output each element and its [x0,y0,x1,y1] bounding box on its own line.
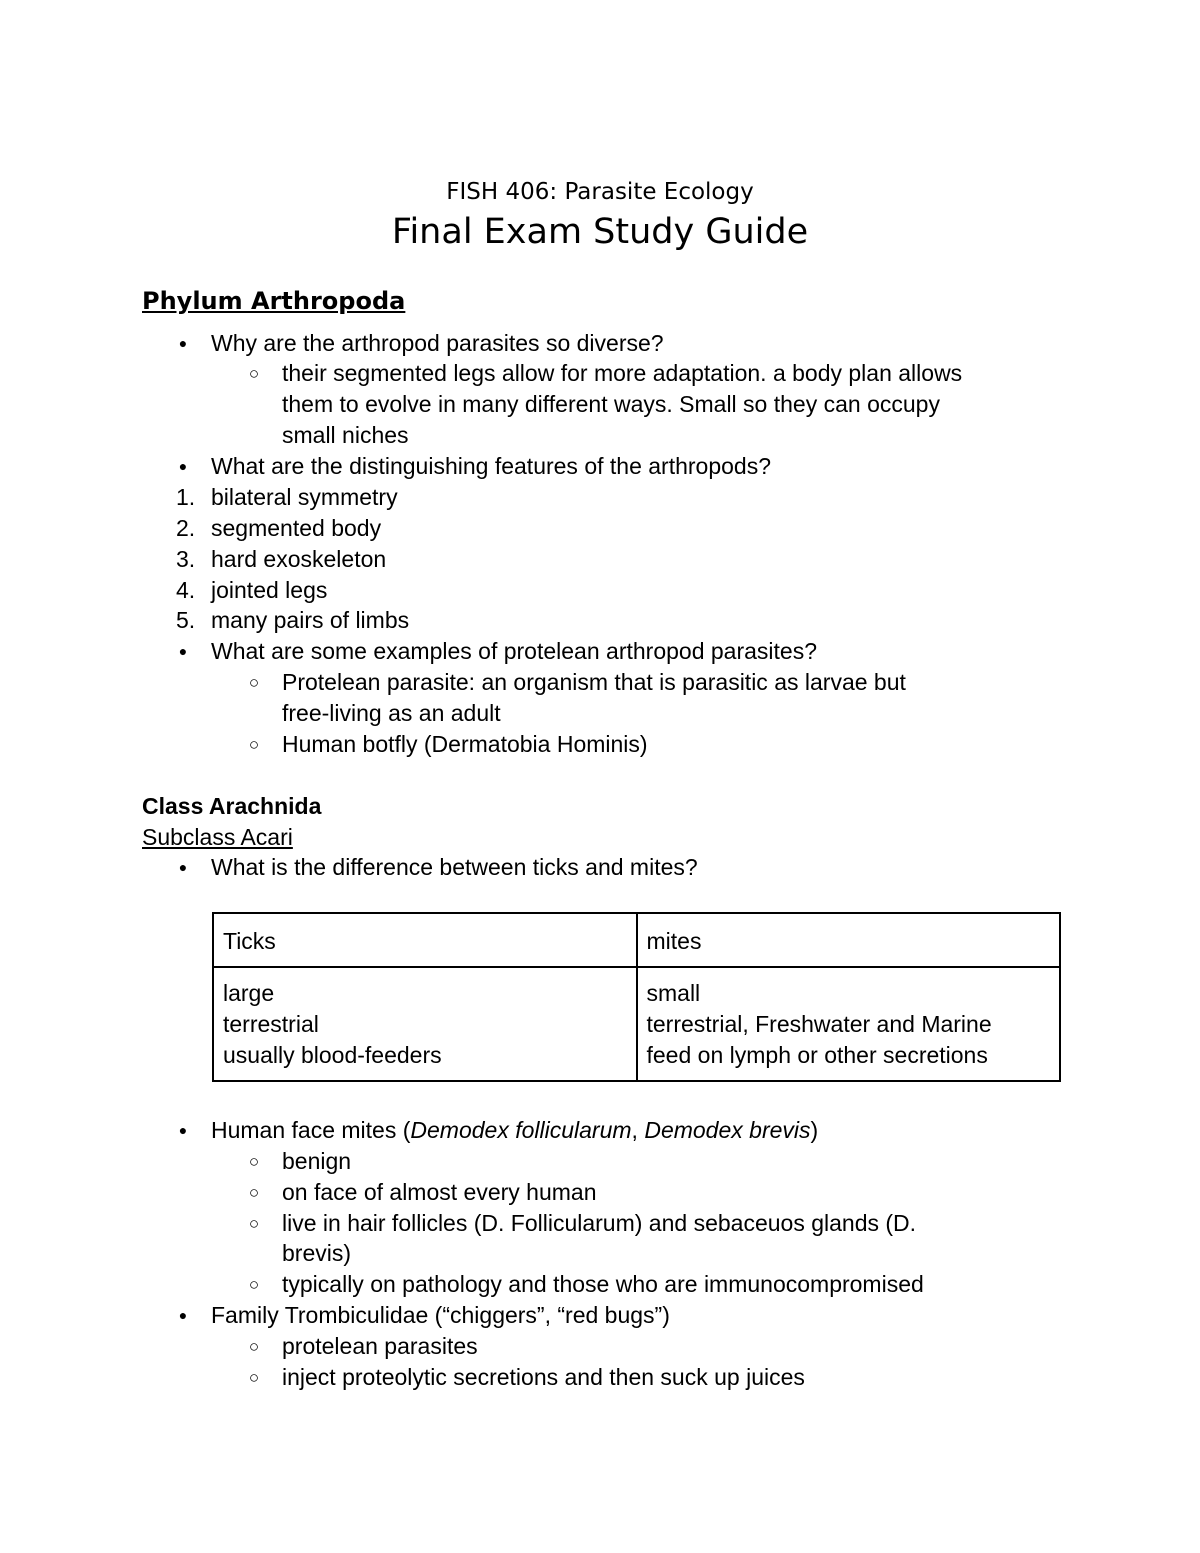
heading-phylum-arthropoda: Phylum Arthropoda [142,287,406,315]
hollow-bullet-icon: ○ [248,735,260,754]
document-title: Final Exam Study Guide [391,212,809,252]
question-text: Why are the arthropod parasites so diverse? [211,330,664,356]
ticks-trait: terrestrial [223,1011,319,1037]
bullet-icon: ● [178,1307,188,1323]
ticks-trait: large [223,980,275,1006]
species-name: Demodex brevis [644,1117,811,1143]
subheading-subclass-acari: Subclass Acari [142,824,293,850]
bullet-icon: ● [178,1122,188,1138]
bullet-icon: ● [178,859,188,875]
course-title: FISH 406: Parasite Ecology [446,179,754,205]
header-ticks: Ticks [213,913,637,967]
ticks-trait: usually blood-feeders [223,1042,442,1068]
ticks-vs-mites-table [212,912,1061,1082]
hollow-bullet-icon: ○ [248,1275,260,1294]
bullet-icon: ● [178,458,188,474]
mites-trait: feed on lymph or other secretions [646,1042,988,1068]
table-row [213,967,1060,1081]
ticks-cell [213,967,637,1081]
header-mites: mites [637,913,1061,967]
hollow-bullet-icon: ○ [248,1183,260,1202]
mites-cell [637,967,1061,1081]
hollow-bullet-icon: ○ [248,1214,260,1233]
table-header-row [213,913,1060,967]
hollow-bullet-icon: ○ [248,673,260,692]
species-name: Demodex follicularum [410,1117,632,1143]
hollow-bullet-icon: ○ [248,1368,260,1387]
hollow-bullet-icon: ○ [248,1152,260,1171]
hollow-bullet-icon: ○ [248,364,260,383]
heading-class-arachnida: Class Arachnida [142,793,322,819]
bullet-icon: ● [178,643,188,659]
bullet-icon: ● [178,335,188,351]
mites-trait: terrestrial, Freshwater and Marine [646,1011,992,1037]
mites-trait: small [646,980,701,1006]
hollow-bullet-icon: ○ [248,1337,260,1356]
